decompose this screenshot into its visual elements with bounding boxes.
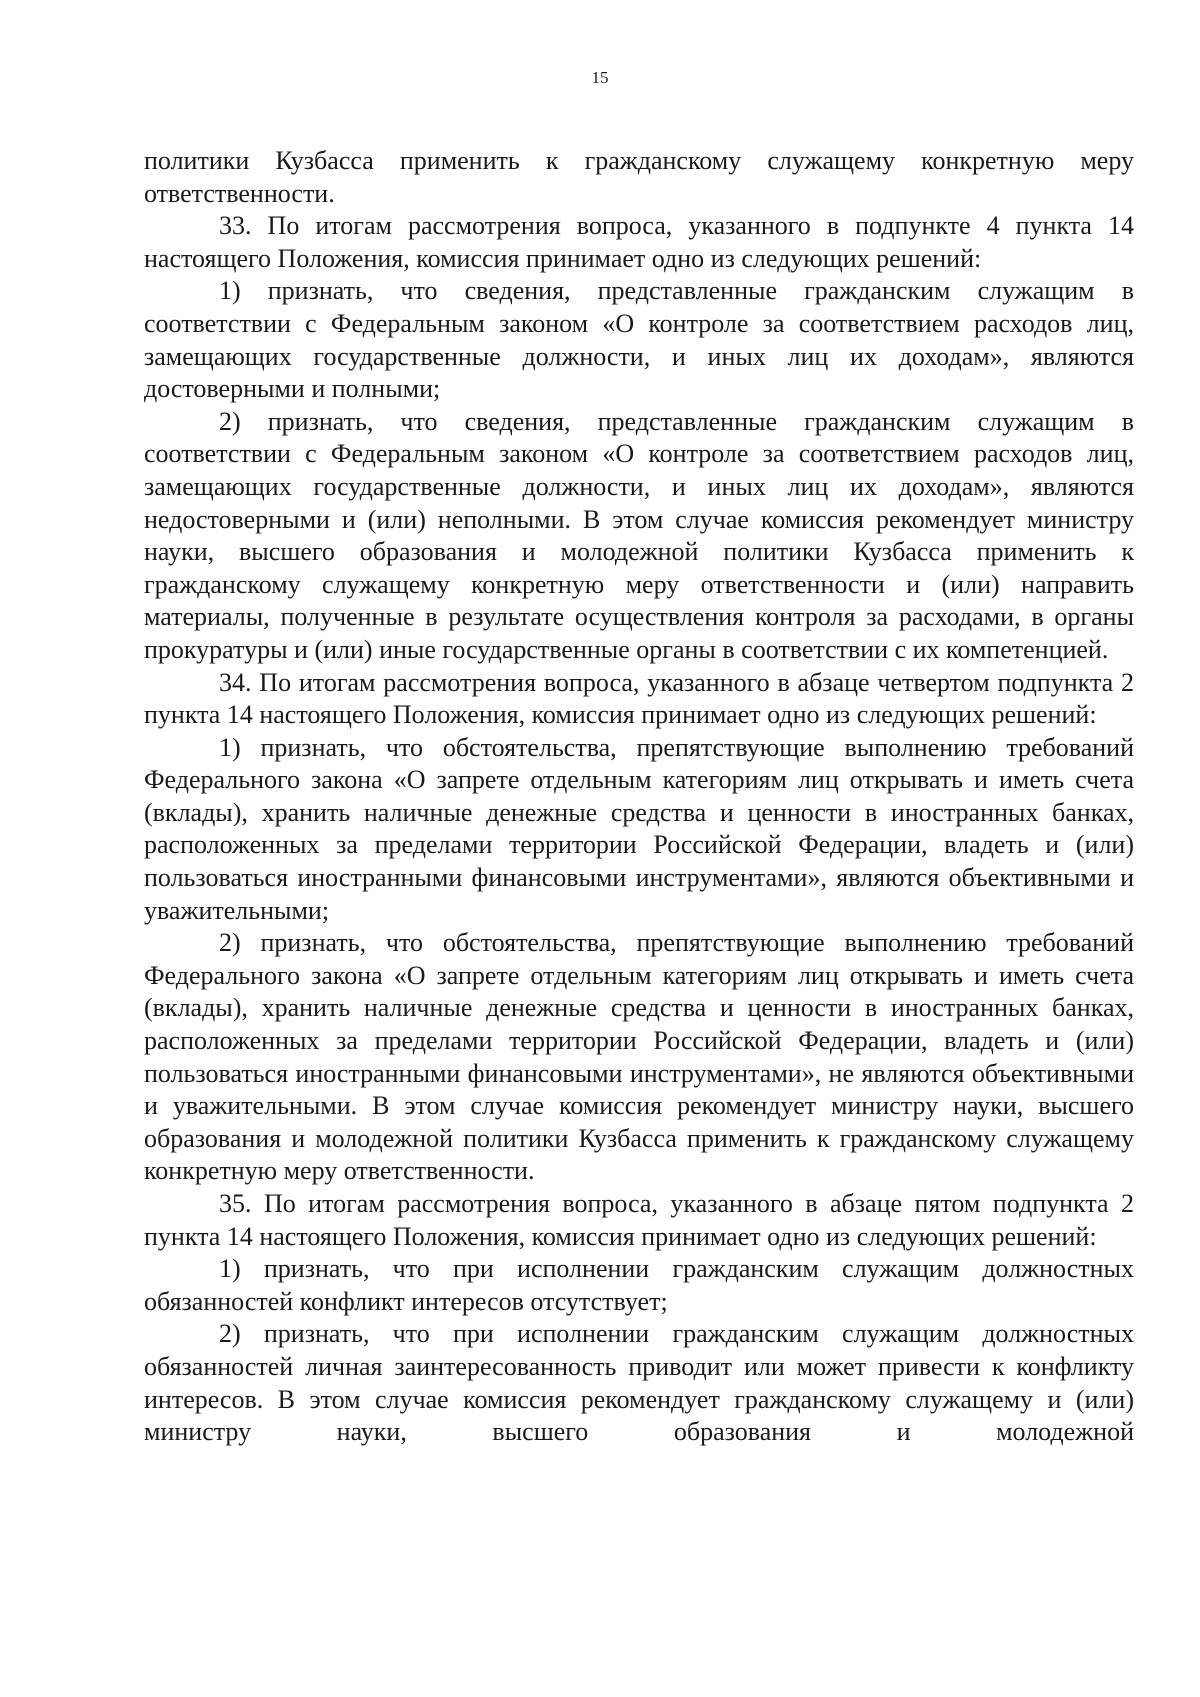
page-number: 15 — [591, 68, 609, 87]
document-body — [144, 145, 1134, 1449]
paragraph: 1) признать, что при исполнении гражданским служащим должностных обязанностей конфликт интересов отсутствует; — [144, 1254, 1134, 1316]
paragraph: 2) признать, что обстоятельства, препятствующие выполнению требований Федерального закона «О запрете отдельным категориям лиц открывать и иметь счета (вклады), хранить наличные денежные средства и ценности в иностранных банках, расположенных за пределами территории Российской Федерации, владеть и (или) пользоваться иностранными финансовыми инструментами», не являются объективными и уважительными. В этом случае комиссия рекомендует министру науки, высшего образования и молодежной политики Кузбасса применить к гражданскому служащему конкретную меру ответственности. — [144, 928, 1134, 1186]
paragraph: 35. По итогам рассмотрения вопроса, указанного в абзаце пятом подпункта 2 пункта 14 настоящего Положения, комиссия принимает одно из следующих решений: — [144, 1189, 1134, 1251]
paragraph: 33. По итогам рассмотрения вопроса, указанного в подпункте 4 пункта 14 настоящего Положения, комиссия принимает одно из следующих решений: — [144, 211, 1134, 273]
paragraph: 2) признать, что сведения, представленные гражданским служащим в соответствии с Федеральным законом «О контроле за соответствием расходов лиц, замещающих государственные должности, и иных лиц их доходам», являются недостоверными и (или) неполными. В этом случае комиссия рекомендует министру науки, высшего образования и молодежной политики Кузбасса применить к гражданскому служащему конкретную меру ответственности и (или) направить материалы, полученные в результате осуществления контроля за расходами, в органы прокуратуры и (или) иные государственные органы в соответствии с их компетенцией. — [144, 406, 1134, 664]
paragraph: 34. По итогам рассмотрения вопроса, указанного в абзаце четвертом подпункта 2 пункта 14 настоящего Положения, комиссия принимает одно из следующих решений: — [144, 667, 1134, 730]
paragraph: 1) признать, что сведения, представленные гражданским служащим в соответствии с Федеральным законом «О контроле за соответствием расходов лиц, замещающих государственные должности, и иных лиц их доходам», являются достоверными и полными; — [144, 276, 1134, 404]
paragraph: 1) признать, что обстоятельства, препятствующие выполнению требований Федерального закона «О запрете отдельным категориям лиц открывать и иметь счета (вклады), хранить наличные денежные средства и ценности в иностранных банках, расположенных за пределами территории Российской Федерации, владеть и (или) пользоваться иностранными финансовыми инструментами», являются объективными и уважительными; — [144, 732, 1134, 925]
paragraph: политики Кузбасса применить к гражданскому служащему конкретную меру ответственности. — [144, 146, 1134, 208]
paragraph: 2) признать, что при исполнении гражданским служащим должностных обязанностей личная заинтересованность приводит или может привести к конфликту интересов. В этом случае комиссия рекомендует гражданскому служащему и (или) министру науки, высшего образования и молодежной — [144, 1319, 1134, 1447]
